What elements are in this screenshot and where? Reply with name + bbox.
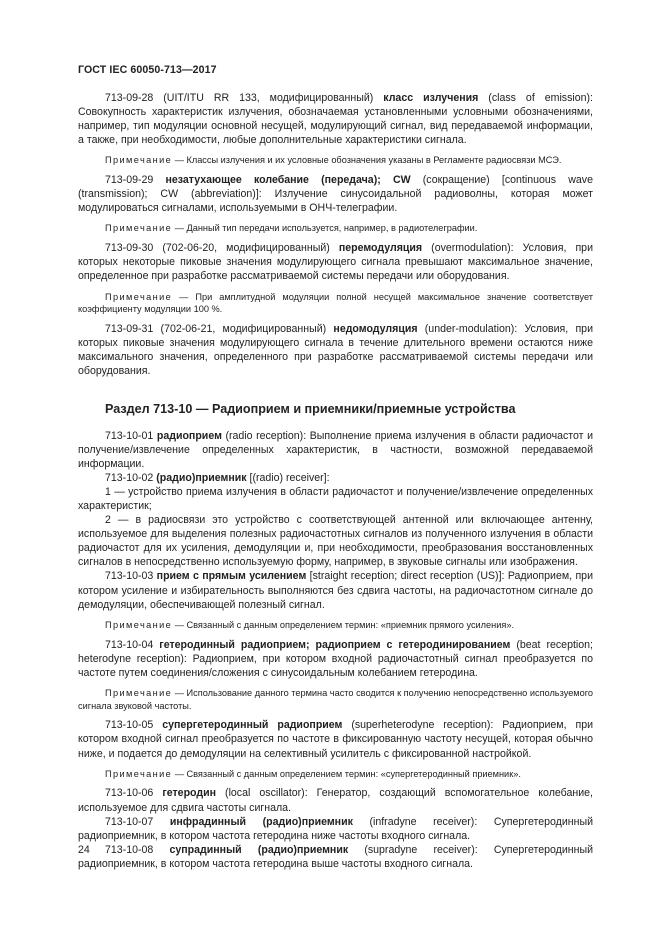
entry-number: 1 — устройство приема излучения в области радиочастот и получение/извлечение определенных характеристик;	[78, 485, 593, 512]
entry-term: радиоприем	[156, 429, 222, 442]
entry-definition: (supradyne receiver): Супергетеродинный радиоприемник, в котором частота гетеродина выше частоты входного сигнала.	[78, 843, 593, 870]
note-text: Классы излучения и их условные обозначения указаны в Регламенте радиосвязи МСЭ.	[186, 155, 562, 166]
entry-number: 713-10-02	[105, 471, 157, 484]
entry-definition: (under-modulation): Условия, при которых пиковые значения модулирующего сигнала в течение длительного времени остаются ниже максимального значения, определенного при разработке рассматриваемой системы передачи или оборудования.	[78, 323, 593, 378]
note-dash: —	[172, 768, 187, 779]
entry-number: 713-09-29	[105, 174, 166, 187]
entry-definition: (beat reception; heterodyne reception): Радиоприем, при котором входной радиочастотный сигнал преобразуется по частоте путем соединения/сложения с синусоидальным колебанием гетеродина.	[78, 638, 593, 679]
entry-number: 713-10-01	[105, 429, 157, 442]
term-entry	[78, 513, 593, 569]
note-label: Примечание	[105, 619, 173, 630]
term-entry	[78, 173, 593, 215]
entry-definition: (overmodulation): Условия, при которых некоторые пиковые значения модулирующего сигнала превышают максимальное значение, определенное при разработке рассматриваемой системы передачи или оборудования.	[78, 242, 593, 283]
entry-definition: [(radio) receiver]:	[246, 471, 330, 484]
entry-definition: (class of emission): Совокупность характеристик излучения, обозначаемая установленными условными обозначениями, например, тип модуляции основной несущей, модулирующий сигнал, вид передаваемой информации, а также, при необходимости, любые дополнительные характеристики сигнала.	[78, 92, 593, 147]
term-entry	[78, 718, 593, 760]
page-number: 24	[78, 844, 90, 856]
entry-definition: (local oscillator): Генератор, создающий вспомогательное колебание, используемое для сдвига частоты сигнала.	[78, 787, 593, 814]
note	[78, 619, 593, 632]
entry-number: 713-10-05	[105, 719, 163, 732]
entry-number: 2 — в радиосвязи это устройство с соответствующей антенной или включающее антенну, используемое для выделения полезных радиочастотных сигналов из полученного излучения в области радиочастот для их усиления, демодуляции и, при необходимости, преобразования восстановленных сигналов в непосредственно используемую форму, например, в звуковые сигналы или изображения.	[78, 514, 593, 569]
note-dash: —	[172, 291, 196, 302]
entry-definition: (radio reception): Выполнение приема излучения в области радиочастот и получение/извлечение определенных характеристик, в частности, возможной передаваемой информации.	[78, 429, 593, 470]
entry-term: прием с прямым усилением	[156, 570, 307, 583]
note	[78, 222, 593, 235]
entry-number: 713-10-03	[105, 570, 157, 583]
entry-definition: (superheterodyne reception): Радиоприем, при котором входной сигнал преобразуется по частоте в фиксированную частоту несущей, которая обычно ниже, и подается до демодуляции на селективный усилитель с фиксированной настройкой.	[78, 719, 593, 760]
term-entry	[78, 569, 593, 611]
note-text: Связанный с данным определением термин: «супергетеродинный приемник».	[186, 768, 521, 779]
section-title: Раздел 713-10 — Радиоприем и приемники/приемные устройства	[105, 401, 516, 416]
note-dash: —	[172, 155, 187, 166]
note-label: Примечание	[105, 291, 173, 302]
term-entry	[78, 815, 593, 843]
entry-term: недомодуляция	[333, 323, 418, 336]
entries-block-a	[78, 91, 593, 379]
note-label: Примечание	[105, 687, 173, 698]
note-text: Использование данного термина часто сводится к получению непосредственно используемого сигнала звуковой частоты.	[78, 687, 593, 711]
term-entry	[78, 241, 593, 283]
note-label: Примечание	[105, 155, 173, 166]
entry-term: незатухающее колебание (передача); CW	[165, 174, 411, 187]
document-content	[78, 91, 593, 871]
term-entry	[78, 843, 593, 871]
entry-number: 713-10-04	[105, 638, 160, 651]
note-text: Связанный с данным определением термин: «приемник прямого усиления».	[186, 619, 514, 630]
term-entry	[78, 485, 593, 513]
term-entry	[78, 786, 593, 814]
note-label: Примечание	[105, 223, 173, 234]
note	[78, 154, 593, 167]
entry-definition: (сокращение) [continuous wave (transmission); CW (abbreviation)]: Излучение синусоидальной радиоволны, которая может модулироваться сигналами, используемыми в ОНЧ-телеграфии.	[78, 174, 593, 215]
note	[78, 768, 593, 781]
note	[78, 291, 593, 317]
note	[78, 687, 593, 713]
note-text: Данный тип передачи используется, например, в радиотелеграфии.	[186, 223, 478, 234]
term-entry	[78, 91, 593, 147]
entry-term: (радио)приемник	[156, 471, 247, 484]
entry-number: 713-09-28 (UIT/ITU RR 133, модифицированный)	[105, 92, 384, 104]
entry-term: супрадинный (радио)приемник	[169, 843, 349, 856]
entry-number: 713-09-31 (702-06-21, модифицированный)	[105, 323, 334, 336]
entry-term: перемодуляция	[338, 242, 423, 255]
entry-term: инфрадинный (радио)приемник	[169, 815, 353, 828]
entry-term: гетеродин	[162, 787, 217, 800]
note-dash: —	[172, 619, 187, 630]
document-header: ГОСТ IEC 60050-713—2017	[78, 64, 217, 76]
note-label: Примечание	[105, 768, 173, 779]
term-entry	[78, 471, 593, 485]
note-text: При амплитудной модуляции полной несущей максимальное значение соответствует коэффициенту модуляции 100 %.	[78, 291, 593, 315]
term-entry	[78, 322, 593, 378]
entry-number: 713-10-08	[105, 843, 170, 856]
term-entry	[78, 638, 593, 680]
entry-term: супергетеродинный радиоприем	[162, 719, 343, 732]
entries-block-b	[78, 429, 593, 872]
note-dash: —	[172, 687, 187, 698]
term-entry	[78, 429, 593, 471]
entry-number: 713-10-07	[105, 815, 170, 828]
entry-term: класс излучения	[383, 92, 479, 104]
entry-number: 713-10-06	[105, 787, 163, 800]
entry-number: 713-09-30 (702-06-20, модифицированный)	[105, 242, 339, 255]
entry-definition: [straight reception; direct reception (US)]: Радиоприем, при котором усиление и избирательность выполняются без сдвига частоты, на радиочастотном сигнале до демодуляции, обеспечивающей полезный сигнал.	[78, 570, 593, 611]
entry-definition: (infradyne receiver): Супергетеродинный радиоприемник, в котором частота гетеродина ниже частоты входного сигнала.	[78, 815, 593, 842]
note-dash: —	[172, 223, 187, 234]
entry-term: гетеродинный радиоприем; радиоприем с гетеродинированием	[159, 638, 511, 651]
